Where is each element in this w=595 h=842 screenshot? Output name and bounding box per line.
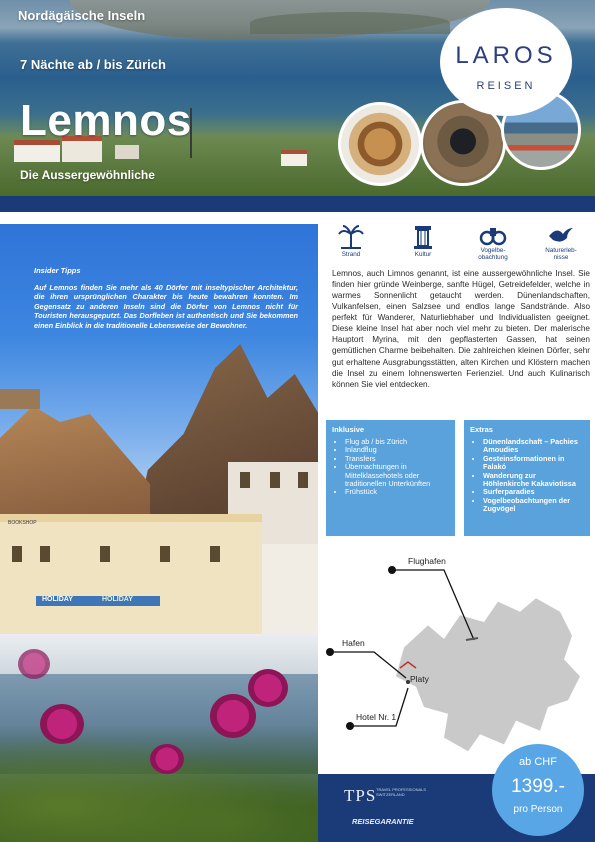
map-label-airport: Flughafen	[408, 556, 446, 566]
extras-box	[464, 420, 590, 536]
flowers-foreground	[0, 724, 318, 842]
list-item: • Inlandflug	[345, 446, 449, 454]
map-leader-lines	[326, 548, 590, 770]
hotel-pin	[346, 722, 354, 730]
island-map	[326, 548, 590, 770]
inklusive-title: Inklusive	[332, 425, 365, 434]
map-label-hotel: Hotel Nr. 1	[356, 712, 397, 722]
price-suffix: pro Person	[513, 804, 563, 815]
map-label-town: Platy	[410, 674, 429, 684]
list-item: • Transfers	[345, 455, 449, 463]
list-item: • Vogelbeobachtungen der Zugvögel	[483, 497, 584, 514]
list-item: • Gesteinsformationen in Falakó	[483, 455, 584, 472]
shop-sign: BOOKSHOP	[8, 520, 37, 526]
feature-naturerlebnisse	[536, 224, 586, 261]
hero-kicker: Nordägäische Inseln	[18, 8, 146, 23]
feature-label: Strand	[341, 251, 361, 258]
column-icon	[409, 224, 437, 250]
tps-logo: TPS	[344, 786, 377, 805]
bird-icon	[547, 224, 575, 246]
list-item: • Frühstück	[345, 488, 449, 496]
hero-subtitle: 7 Nächte ab / bis Zürich	[20, 57, 166, 72]
price-badge	[492, 744, 584, 836]
feature-label: Vogelbe- obachtung	[478, 247, 508, 262]
feature-vogelbeobachtung	[468, 224, 518, 261]
page-title: Lemnos	[20, 96, 192, 145]
palm-tree-icon	[337, 224, 365, 250]
food-photo	[338, 102, 422, 186]
binoculars-icon	[479, 224, 507, 246]
feature-kultur	[398, 224, 448, 258]
list-item: • Surferparadies	[483, 488, 584, 496]
myrina-photo: HOLIDAY HOLIDAY BOOKSHOP	[0, 224, 318, 842]
list-item: • Flug ab / bis Zürich	[345, 438, 449, 446]
feature-label: Kultur	[414, 251, 432, 258]
island-description: Lemnos, auch Limnos genannt, ist eine aussergewöhnliche Insel. Sie finden hier gründe Weinberge, sanfte Hügel, Getreidefelder, welche in warmes Sonnenlicht getaucht werden. Dünenlandschaften, Vulkanfelsen, einen Salzsee und endlos lange Sandstrände. Also perfekt für Wanderer, Naturliebhaber und Individualisten geeignet. Diese kleine Insel hat aber noch viel mehr zu bieten. Der malerische Hauptort Myrina, mit den gepflasterten Gassen, hat seinen gemütlichen Charme beibehalten. Die zahlreichen kleinen Dörfer, sehr gut erhaltene Ausgrabungsstätten, alten Kirchen und Klöstern machen die Insel zu einem lohnenswerten Ferienziel. Und auch Kulinarisch können Sie viel entdecken.	[332, 269, 590, 389]
header-band	[0, 196, 595, 212]
price-prefix: ab CHF	[519, 756, 557, 768]
insider-tips-text: Auf Lemnos finden Sie mehr als 40 Dörfer mit inseltypischer Architektur, die ihren ursprünglichen Charakter bis heute bewahren konnten. Im Gegensatz zu anderen Inseln sind die Dörfer von Lemnos nicht für Touristen herausgeputzt. Das Dorfleben ist authentisch und Sie bekommen einen Einblick in die traditionelle Lebensweise der Bewohner.	[34, 283, 298, 330]
list-item: • Dünenlandschaft – Pachies Amoudies	[483, 438, 584, 455]
inklusive-box	[326, 420, 455, 536]
list-item: • Wanderung zur Höhlenkirche Kakaviotissa	[483, 472, 584, 489]
laros-logo	[440, 8, 572, 116]
tps-tagline: TRAVEL PROFESSIONALS SWITZERLAND	[376, 787, 427, 797]
list-item: • Übernachtungen in Mittelklassehotels oder traditionellen Unterkünften	[345, 463, 449, 488]
logo-sub: REISEN	[476, 80, 536, 92]
extras-title: Extras	[470, 425, 493, 434]
logo-name: LAROS	[455, 42, 557, 69]
price-amount: 1399.-	[511, 776, 565, 797]
feature-icons	[326, 224, 590, 266]
airport-pin	[388, 566, 396, 574]
map-label-harbor: Hafen	[342, 638, 365, 648]
inklusive-list	[332, 438, 449, 497]
insider-tips-title: Insider Tipps	[34, 266, 81, 275]
hero-tagline: Die Aussergewöhnliche	[20, 168, 155, 182]
hotel-sign: HOLIDAY	[42, 596, 73, 603]
feature-strand	[326, 224, 376, 258]
reisegarantie-logo: REISEGARANTIE	[352, 817, 414, 826]
extras-list	[470, 438, 584, 514]
feature-label: Naturerleb- nisse	[545, 247, 577, 262]
harbor-pin	[326, 648, 334, 656]
